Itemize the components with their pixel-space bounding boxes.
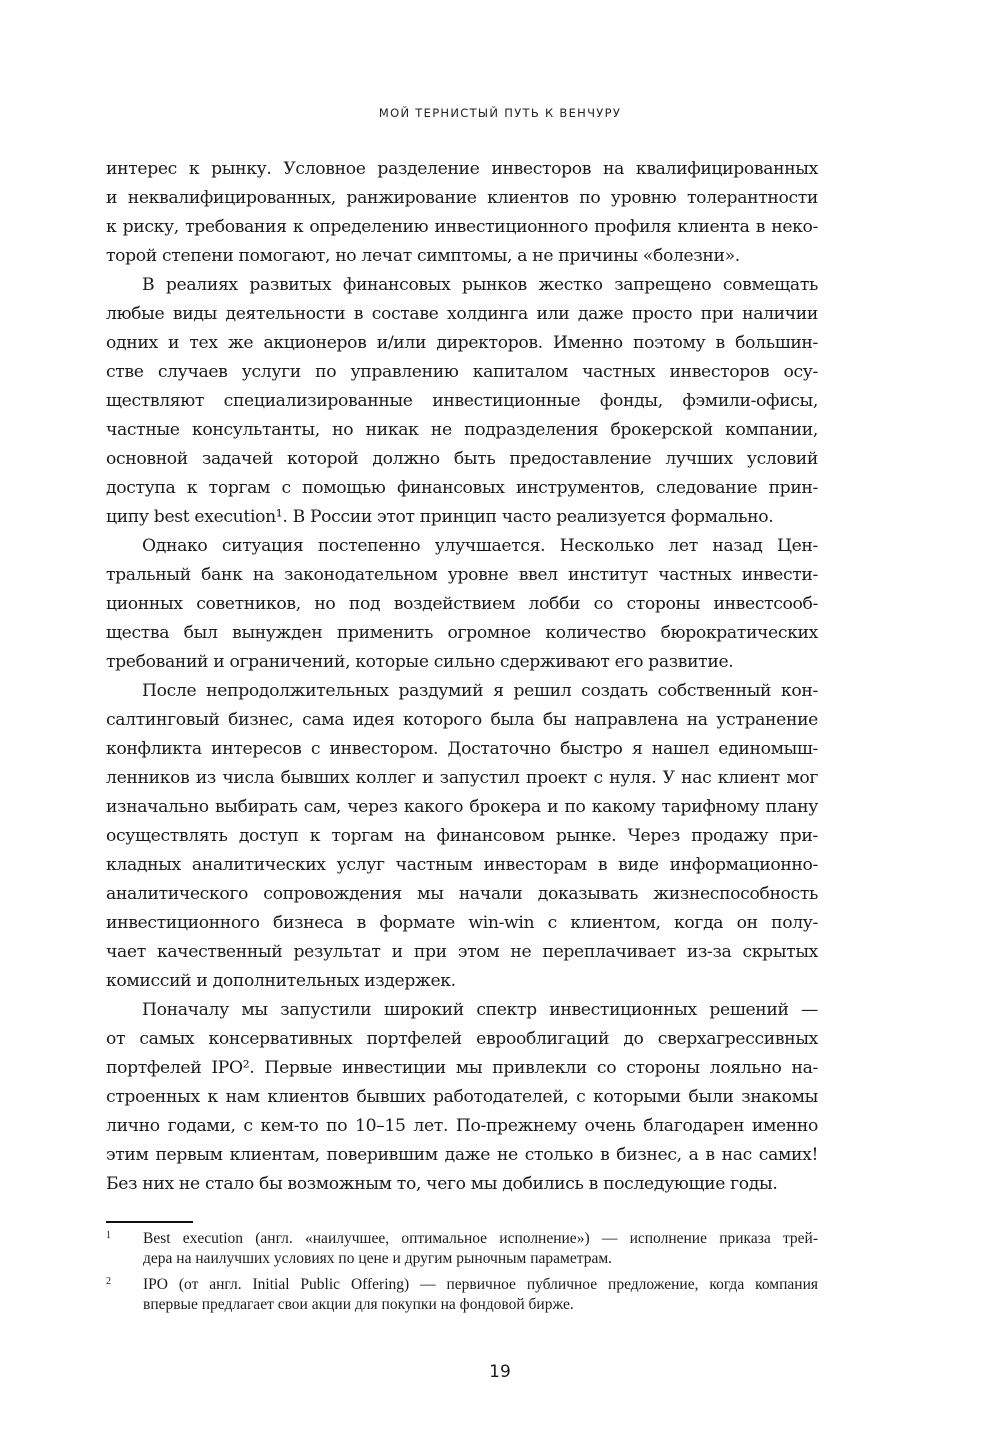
text-line: щества был вынужден применить огромное количество бюрократических xyxy=(106,623,818,643)
text-line: требований и ограничений, которые сильно сдерживают его развитие. xyxy=(106,652,734,672)
page-number: 19 xyxy=(489,1362,511,1382)
text-line: ленников из числа бывших коллег и запустил проект с нуля. У нас клиент мог xyxy=(106,768,818,788)
text-line: лично годами, с кем-то по 10–15 лет. По-прежнему очень благодарен именно xyxy=(106,1116,818,1136)
paragraph xyxy=(106,155,818,271)
text-line: к риску, требования к определению инвестиционного профиля клиента в неко- xyxy=(106,217,818,237)
text-line: частные консультанты, но никак не подразделения брокерской компании, xyxy=(106,420,818,440)
text-line: этим первым клиентам, поверившим даже не столько в бизнес, а в нас самих! xyxy=(106,1145,818,1165)
text-line: от самых консервативных портфелей еврооблигаций до сверхагрессивных xyxy=(106,1029,818,1049)
paragraph xyxy=(106,677,818,996)
text-line: интерес к рынку. Условное разделение инвесторов на квалифицированных xyxy=(106,159,818,179)
text-line: изначально выбирать сам, через какого брокера и по какому тарифному плану xyxy=(106,797,818,817)
text-line: строенных к нам клиентов бывших работодателей, с которыми были знакомы xyxy=(106,1087,818,1107)
text-line: торой степени помогают, но лечат симптомы, а не причины «болезни». xyxy=(106,246,740,266)
text-line: аналитического сопровождения мы начали доказывать жизнеспособность xyxy=(106,884,818,904)
text-line: чает качественный результат и при этом не переплачивает из-за скрытых xyxy=(106,942,818,962)
footnote-number: 1 xyxy=(106,1230,111,1241)
text-line: салтинговый бизнес, сама идея которого была бы направлена на устранение xyxy=(106,710,818,730)
text-line: инвестиционного бизнеса в формате win-win с клиентом, когда он полу- xyxy=(106,913,818,933)
footnote-line: Best execution (англ. «наилучшее, оптимальное исполнение») — исполнение приказа трей- xyxy=(143,1230,818,1247)
footnote-number: 2 xyxy=(106,1276,111,1287)
text-line: и неквалифицированных, ранжирование клиентов по уровню толерантности xyxy=(106,188,818,208)
text-line: ционных советников, но под воздействием лобби со стороны инвестсооб- xyxy=(106,594,818,614)
text-line: Однако ситуация постепенно улучшается. Несколько лет назад Цен- xyxy=(142,536,818,556)
text-line: основной задачей которой должно быть предоставление лучших условий xyxy=(106,449,818,469)
footnote-line: дера на наилучших условиях по цене и другим рыночным параметрам. xyxy=(143,1249,613,1267)
text-line: портфелей IPO². Первые инвестиции мы привлекли со стороны лояльно на- xyxy=(106,1058,818,1078)
running-header: МОЙ ТЕРНИСТЫЙ ПУТЬ К ВЕНЧУРУ xyxy=(378,106,622,120)
text-line: стве случаев услуги по управлению капиталом частных инвесторов осу- xyxy=(106,362,818,382)
text-line: одних и тех же акционеров и/или директоров. Именно поэтому в большин- xyxy=(106,333,818,353)
footnote-1 xyxy=(106,1229,818,1268)
paragraph xyxy=(106,996,818,1199)
text-line: любые виды деятельности в составе холдинга или даже просто при наличии xyxy=(106,304,818,324)
text-line: конфликта интересов с инвестором. Достаточно быстро я нашел единомыш- xyxy=(106,739,818,759)
text-line: кладных аналитических услуг частным инвесторам в виде информационно- xyxy=(106,855,818,875)
text-line: Без них не стало бы возможным то, чего мы добились в последующие годы. xyxy=(106,1174,778,1194)
body-text xyxy=(106,155,818,1199)
text-line: ципу best execution¹. В России этот принцип часто реализуется формально. xyxy=(106,507,774,527)
footnote-line: впервые предлагает свои акции для покупки на фондовой бирже. xyxy=(143,1295,574,1313)
footnote-divider xyxy=(106,1221,193,1223)
text-line: Поначалу мы запустили широкий спектр инвестиционных решений — xyxy=(142,1000,818,1020)
paragraph xyxy=(106,271,818,532)
text-line: тральный банк на законодательном уровне ввел институт частных инвести- xyxy=(106,565,818,585)
text-line: комиссий и дополнительных издержек. xyxy=(106,971,456,991)
paragraph xyxy=(106,532,818,677)
text-line: доступа к торгам с помощью финансовых инструментов, следование прин- xyxy=(106,478,818,498)
text-line: После непродолжительных раздумий я решил создать собственный кон- xyxy=(142,681,818,701)
text-line: ществляют специализированные инвестиционные фонды, фэмили-офисы, xyxy=(106,391,818,411)
text-line: В реалиях развитых финансовых рынков жестко запрещено совмещать xyxy=(142,275,818,295)
text-line: осуществлять доступ к торгам на финансовом рынке. Через продажу при- xyxy=(106,826,818,846)
footnote-line: IPO (от англ. Initial Public Offering) — первичное публичное предложение, когда компания xyxy=(143,1276,818,1293)
footnote-2 xyxy=(106,1275,818,1314)
